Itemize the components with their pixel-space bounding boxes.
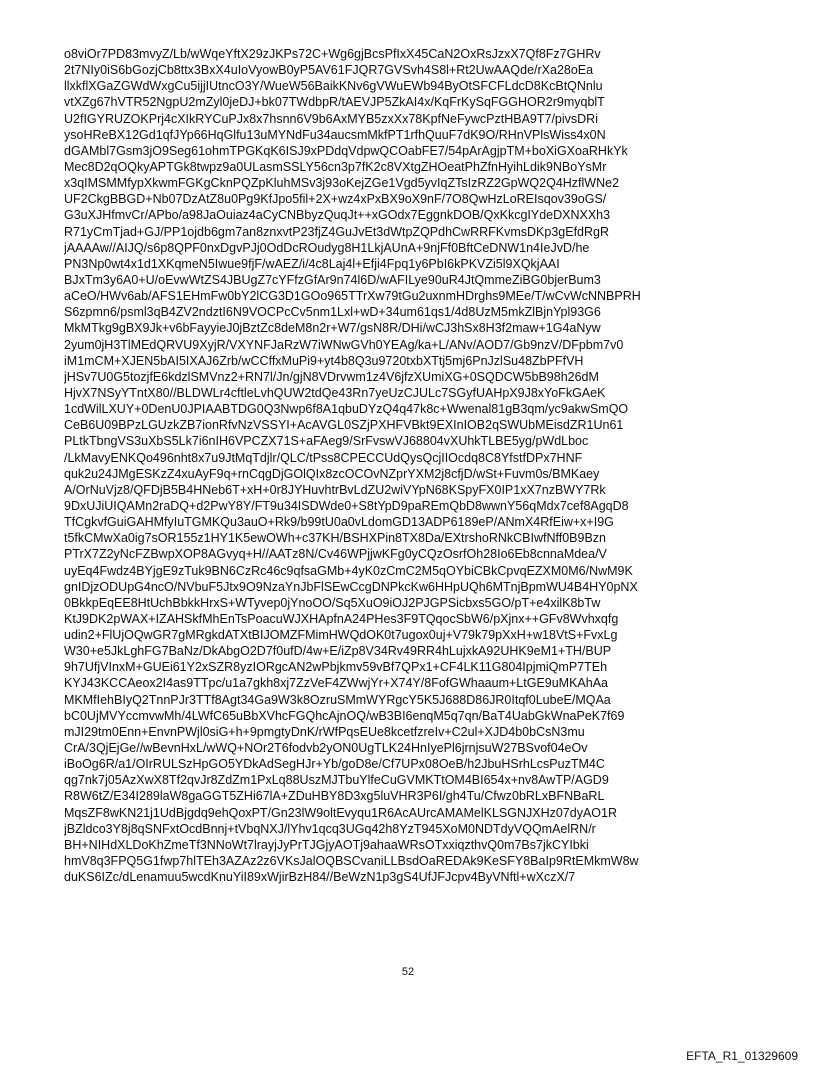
text-line: quk2u24JMgESKzZ4xuAyF9q+rnCqgDjGOlQIx8zcOCOvNZprYXM2j8cfjD/wSt+Fuvm0s/BMKaey [64, 466, 600, 481]
text-line: CrA/3QjEjGe//wBevnHxL/wWQ+NOr2T6fodvb2yON0UgTLK24HnIyePl6jrnjsuW27BSvof04eOv [64, 741, 588, 756]
text-line: hmV8q3FPQ5G1fwp7hlTEh3AZAz2z6VKsJalOQBSCvaniLLBsdOaREDAk9KeSFY8BaIp9RtEMkmW8w [64, 854, 639, 869]
text-line: iBoOg6R/a1/OIrRULSzHpGO5YDkAdSegHJr+Yb/goD8e/Cf7UPx08OeB/h2JbuHSrhLcsPuzTM4C [64, 757, 605, 772]
text-line: x3qIMSMMfypXkwmFGKgCknPQZpKluhMSv3j93oKejZGe1Vgd5yvIqZTsIzRZ2GpWQ2Q4HzflWNe2 [64, 176, 620, 191]
text-line: gnIDjzODUpG4ncO/NVbuF5Jtx9O9NzaYnJbFlSEwCcgDNPkcKw6HHpUQh6MTnjBpmWU4B4HY0pNX [64, 579, 638, 594]
text-line: BJxTm3y6A0+U/oEvwWtZS4JBUgZ7cYFfzGfAr9n74l6D/wAFILye90uR4JtQmmeZiBG0bjerBum3 [64, 272, 601, 287]
text-line: MkMTkg9gBX9Jk+v6bFayyieJ0jBztZc8deM8n2r+W7/gsN8R/DHi/wCJ3hSx8H3f2maw+1G4aNyw [64, 321, 601, 336]
text-line: PN3Np0wt4x1d1XKqmeN5Iwue9fjF/wAEZ/i/4c8Laj4l+Efji4Fpq1y6PbI6kPKVZi5l9XQkjAAI [64, 256, 560, 271]
text-line: jAAAAw//AIJQ/s6p8QPF0nxDgvPJj0OdDcROudyg8H1LkjAUnA+9njFf0BftCeDNW1n4IeJvD/he [64, 240, 590, 255]
text-line: PTrX7Z2yNcFZBwpXOP8AGvyq+H//AATz8N/Cv46WPjjwKFg0yCQzOsrfOh28Io6Eb8cnnaMdea/V [64, 547, 607, 562]
text-line: UF2CkgBBGD+Nb07DzAtZ8u0Pg9KfJpo5fil+2X+wz4xPxBX9oX9nF/7O8QwHzLoREIsqov39oGS/ [64, 192, 607, 207]
text-line: vtXZg67hVTR52NgpU2mZyl0jeDJ+bk07TWdbpR/tAEVJP5ZkAI4x/KqFrKySqFGGHOR2r9myqblT [64, 95, 605, 110]
text-line: R71yCmTjad+GJ/PP1ojdb6gm7an8znxvtP23fjZ4GuJvEt3dWtpZQPdhCwRRFKvmsDKp3gEfdRgR [64, 224, 610, 239]
document-id: EFTA_R1_01329609 [686, 1049, 798, 1063]
text-line: CeB6U09BPzLGUzkZB7ionRfvNzVSSYI+AcAVGL0SZjPXHFVBkt9EXInIOB2qSWUbMEisdZR1Un61 [64, 418, 624, 433]
text-line: jHSv7U0G5tozjfE6kdzlSMVnz2+RN7l/Jn/gjN8VDrvwm1z4V6jfzXUmiXG+0SQDCW5bB98h26dM [64, 369, 599, 384]
text-line: KtJ9DK2pWAX+IZAHSkfMhEnTsPoacuWJXHApfnA24PHes3F9TQqocSbW6/pXjnx++GFv8Wvhxqfg [64, 611, 619, 626]
text-line: llxkflXGaZGWdWxgCu5ijjIUtncO3Y/WueW56BaikKNv6gVWuEWb94ByOtSFCFLdcD8KcBtQNnlu [64, 79, 603, 94]
text-line: 0BkkpEqEE8HtUchBbkkHrxS+WTyvep0jYnoOO/Sq5XuO9iOJ2PJGPSicbxs5GO/pT+e4xilK8bTw [64, 595, 601, 610]
text-line: U2fIGYRUZOKPrj4cXIkRYCuPJx8x7hsnn6V9b6AxMYB5zxXx78KpfNeFywcPztHBA9T7/pivsDRi [64, 111, 598, 126]
text-line: R8W6tZ/E34I289laW8gaGGT5ZHi67lA+ZDuHBY8D3xg5luVHR3P6I/gh4Tu/Cfwz0bRLxBFNBaRL [64, 789, 605, 804]
text-line: TfCgkvfGuiGAHMfyIuTGMKQu3auO+Rk9/b99tU0a0vLdomGD13ADP6189eP/ANmX4RfEiw+x+I9G [64, 515, 614, 530]
text-line: aCeO/HWv6ab/AFS1EHmFw0bY2lCG3D1GOo965TTrXw79tGu2uxnmHDrghs9MEe/T/wCvWcNNBPRH [64, 289, 641, 304]
text-line: t5fkCMwXa0ig7sOR155z1HY1K5ewOWh+c37KH/BSHXPin8TX8Da/EXtrshoRNkCBIwfNff0B9Bzn [64, 531, 607, 546]
text-line: 9h7UfjVInxM+GUEi61Y2xSZR8yzIORgcAN2wPbjkmv59vBf7QPx1+CF4LK11G804IpjmiQmP7TEh [64, 660, 608, 675]
text-line: S6zpmn6/psml3qB4ZV2ndztI6N9VOCPcCv5nm1Lxl+wD+34um61qs1/4d8UzM5mkZlBjnYpl93G6 [64, 305, 601, 320]
text-line: jBZldco3Y8j8qSNFxtOcdBnnj+tVbqNXJ/lYhv1qcq3UGq42h8YzT945XoM0NDTdyVQQmAelRN/r [64, 821, 596, 836]
text-line: 2t7NIy0iS6bGozjCb8ttx3BxX4uIoVyowB0yP5AV61FJQR7GVSvh4S8l+Rt2UwAAQde/rXa28oEa [64, 63, 594, 78]
text-line: 1cdWilLXUY+0DenU0JPIAABTDG0Q3Nwp6f8A1qbuDYzQ4q47k8c+Wwenal81gB3qm/yc9akwSmQO [64, 402, 629, 417]
text-line: HjvX7NSyYTntX80//BLDWLr4cftleLvhQUW2tdQe43Rn7yeUzCJULc7SGyfUAHpX9J8xYoFkGAeK [64, 385, 606, 400]
text-line: o8viOr7PD83mvyZ/Lb/wWqeYftX29zJKPs72C+Wg6gjBcsPfIxX45CaN2OxRsJzxX7Qf8Fz7GHRv [64, 47, 601, 61]
text-line: mJI29tm0Enn+EnvnPWjl0siG+h+9pmgtyDnK/rWfPqsEUe8kcetfzreIv+C2ul+XJD4b0bCsN3mu [64, 724, 585, 739]
text-line: udin2+FlUjOQwGR7gMRgkdATXtBIJOMZFMimHWQdOK0t7ugox0uj+V79k79pXxH+w18VtS+FvxLg [64, 628, 618, 643]
text-line: 2yum0jH3TlMEdQRVU9XyjR/VXYNFJaRzW7iWNwGVh0YEAg/ka+L/ANv/AOD7/Gb9nzV/DFpbm7v0 [64, 337, 624, 352]
text-line: duKS6IZc/dLenamuu5wcdKnuYiI89xWjirBzH84//BeWzN1p3gS4UfJFJcpv4ByVNftl+wXczX/7 [64, 870, 576, 885]
text-line: iM1mCM+XJEN5bAI5IXAJ6Zrb/wCCffxMuPi9+yt4b8Q3u9720txbXTtj5mj6PnJzlSu48ZbPFfVH [64, 353, 584, 368]
text-line: qg7nk7j05AzXwX8Tf2qvJr8ZdZm1PxLq88UszMJTbuYlfeCuGVMKTtOM4BI654x+nv8AwTP/AGD9 [64, 773, 609, 788]
text-line: Mec8D2qOQkyAPTGk8twpz9a0ULasmSSLY56cn3p7fK2c8VXtgZHOeatPhZfnHyihLdik9NBoYsMr [64, 159, 607, 174]
text-line: 9DxUJiUIQAMn2raDQ+d2PwY8Y/FT9u34ISDWde0+S8tYpD9paREmQbD8wwnY56qMdx7cef8AgqD8 [64, 498, 629, 513]
text-line: PLtkTbngVS3uXbS5Lk7i6nIH6VPCZX71S+aFAeg9/SrFvswVJ68804vXUhkTLBE5yg/pWdLboc [64, 434, 589, 449]
text-line: MqsZF8wKN21j1UdBjgdq9ehQoxPT/Gn23lW9oltEvyqu1R6AcAUrcAMAMelKLSGNJXHz07dyAO1R [64, 805, 617, 820]
text-line: KYJ43KCCAeox2I4as9TTpc/u1a7gkh8xj7ZzVeF4ZWwjYr+X74Y/8FofGWhaaum+LtGE9uMKAhAa [64, 676, 609, 691]
text-line: G3uXJHfmvCr/APbo/a98JaOuiaz4aCyCNBbyzQuqJt++xGOdx7EggnkDOB/QxKkcgIYdeDXNXXh3 [64, 208, 611, 223]
text-line: /LkMavyENKQo496nht8x7u9JtMqTdjlr/QLC/tPss8CPECCUdQysQcjIIOcdq8C8YfstfDPx7HNF [64, 450, 583, 465]
text-line: BH+NIHdXLDoKhZmeTf3NNoWt7lrayjJyPrTJGjyAOTj9ahaaWRsOTxxiqzthvQ0m7Bs7jkCYIbki [64, 837, 589, 852]
text-line: uyEq4Fwdz4BYjgE9zTuk9BN6CzRc46c9qfsaGMb+4yK0zCmC2M5qOYbiCBkCpvqEZXM0M6/NwM9K [64, 563, 633, 578]
page-number: 52 [401, 966, 415, 978]
text-line: MKMfIehBIyQ2TnnPJr3TTf8Agt34Ga9W3k8OzruSMmWYRgcY5K5J688D86JR0Itqf0LubeE/MQAa [64, 692, 611, 707]
text-line: A/OrNuVjz8/QFDjB5B4HNeb6T+xH+0r8JYHuvhtrBvLdZU2wiVYpN68KSpyFX0IP1xX7nzBWY7Rk [64, 482, 606, 497]
text-line: W30+e5JkLghFG7BaNz/DkAbgO2D7f0ufD/4w+E/iZp8V34Rv49RR4hLujxkA92UHK9eM1+TH/BUP [64, 644, 612, 659]
text-line: dGAMbl7Gsm3jO9Seg61ohmTPGKqK6ISJ9xPDdqVdpwQCOabFE7/54pArAgjpTM+boXiGXoaRHkYk [64, 143, 628, 158]
text-line: bC0UjMVYccmvwMh/4LWfC65uBbXVhcFGQhcAjnOQ/wB3BI6enqM5q7qn/BaT4UabGkWnaPeK7f69 [64, 708, 625, 723]
text-line: ysoHReBX12Gd1qfJYp66HqGlfu13uMYNdFu34aucsmMkfPT1rfhQuuF7dK9O/RHnVPlsWiss4x0N [64, 127, 606, 142]
encoded-text-block [64, 46, 754, 885]
